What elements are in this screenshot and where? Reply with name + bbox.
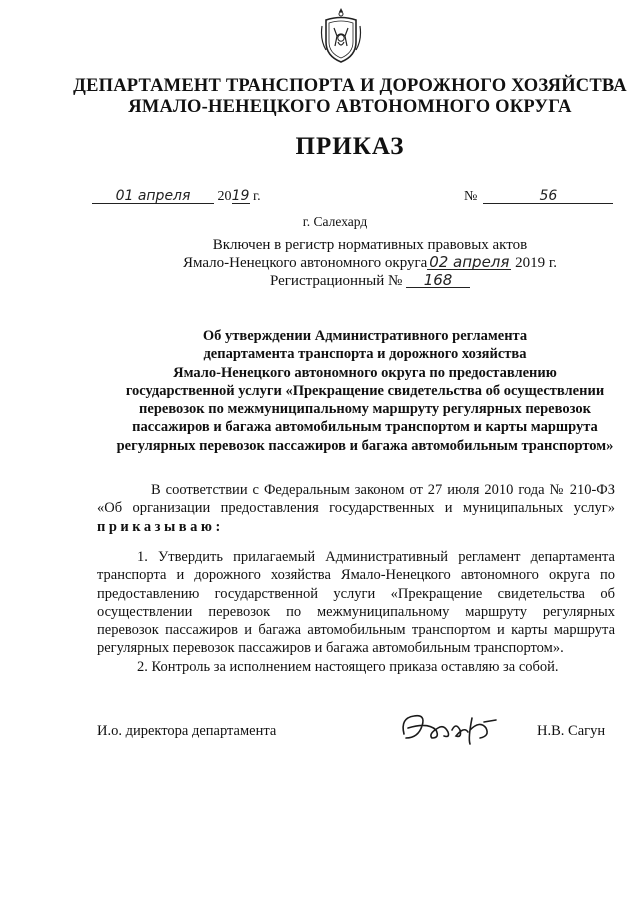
registry-line (160, 254, 580, 272)
preamble-text: В соответствии с Федеральным законом от 27 июля 2010 года № 210-ФЗ «Об организации предоставления государственных и муниципальных услуг» (97, 482, 615, 517)
subject-line: Ямало-Ненецкого автономного округа по предоставлению (173, 364, 557, 381)
order-item-1: 1. Утвердить прилагаемый Административный регламент департамента транспорта и дорожного хозяйства Ямало-Ненецкого автономного округа по предоставлению государственной услуги «Прекращение свидетельства об осуществлении перевозок по межмуниципальному маршруту регулярных перевозок пассажиров и багажа автомобильным транспортом и карты маршрута регулярных перевозок пассажиров и багажа автомобильным транспортом». (97, 549, 615, 657)
year-prefix: 20 (217, 189, 232, 204)
preamble-paragraph (97, 481, 615, 536)
registry-number-handwritten: 168 (406, 273, 470, 288)
date-handwritten: 01 апреля (92, 189, 214, 204)
city-line: г. Салехард (302, 214, 368, 229)
subject-line: государственной услуги «Прекращение свидетельства об осуществлении (125, 382, 605, 399)
number-handwritten: 56 (483, 189, 613, 204)
order-number (464, 189, 613, 205)
subject-line: департамента транспорта и дорожного хозяйства (203, 346, 527, 363)
registry-stamp (160, 236, 580, 290)
subject-line: пассажиров и багажа автомобильным транспортом и карты маршрута (132, 419, 598, 436)
number-label: № (464, 189, 478, 204)
order-date (92, 189, 261, 205)
department-title (70, 76, 630, 118)
document-type-title: ПРИКАЗ (295, 133, 405, 160)
order-word: приказываю: (97, 518, 224, 535)
registry-year: 2019 г. (515, 255, 558, 271)
registry-prefix: Ямало-Ненецкого автономного округа (182, 255, 428, 271)
department-title-line: ДЕПАРТАМЕНТ ТРАНСПОРТА И ДОРОЖНОГО ХОЗЯЙСТВА (73, 76, 627, 96)
subject-line: перевозок по межмуниципальному маршруту регулярных перевозок (139, 401, 591, 418)
signatory-position: И.о. директора департамента (97, 723, 277, 739)
order-item-2: 2. Контроль за исполнением настоящего приказа оставляю за собой. (137, 659, 559, 675)
registry-number-label: Регистрационный № (269, 273, 403, 289)
order-subject (96, 327, 634, 455)
subject-line: Об утверждении Административного регламента (202, 328, 528, 344)
registry-date-handwritten: 02 апреля (429, 253, 510, 271)
department-title-line: ЯМАЛО-НЕНЕЦКОГО АВТОНОМНОГО ОКРУГА (128, 97, 572, 117)
signatory-name: Н.В. Сагун (537, 723, 606, 739)
year-handwritten: 19 (231, 188, 250, 204)
subject-line: регулярных перевозок пассажиров и багажа автомобильным транспортом» (116, 437, 614, 454)
coat-of-arms-emblem (320, 6, 362, 64)
handwritten-signature (398, 708, 502, 748)
year-suffix: г. (253, 189, 261, 204)
registry-line (160, 272, 580, 290)
registry-line: Включен в регистр нормативных правовых актов (212, 237, 528, 253)
